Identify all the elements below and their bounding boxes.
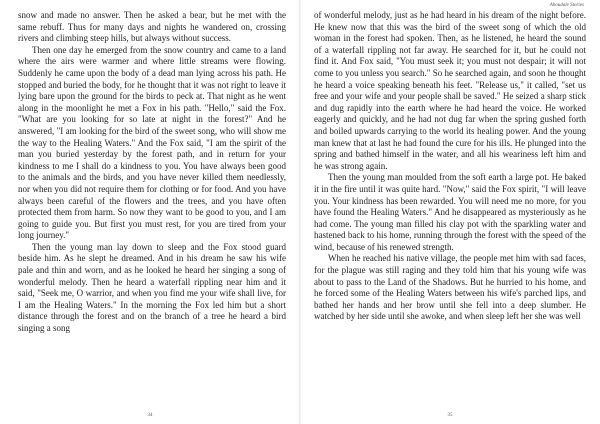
paragraph: Then one day he emerged from the snow country and came to a land where the airs were warmer and where little streams were flowing. Suddenly he came upon the body of a dead man lying across his path. He stopped and buried the body, for he thought that it was not right to leave it lying bare upon the ground for the birds to peck at. That night as he went along in the moonlight he met a Fox in his path. "Hello," said the Fox. "What are you looking for so late at night in the forest?" And he answered, "I am looking for the bird of the sweet song, who will show me the way to the Healing Waters." And the Fox said, "I am the spirit of the man you buried yesterday by the forest path, and in return for your kindness to me I shall do a kindness to you. You have always been good to the animals and the birds, and you have never killed them needlessly, nor when you did not require them for clothing or for food. And you have always been careful of the flowers and the trees, and you have often protected them from harm. So now they want to be good to you, and I am going to guide you. But first you must rest, for you are tired from your long journey." xyxy=(18,44,286,241)
running-head: Aboudale Stories xyxy=(549,3,584,8)
right-page-body xyxy=(314,10,586,323)
left-page-number: 34 xyxy=(147,413,153,418)
left-page-body xyxy=(18,10,286,335)
paragraph: Then the young man moulded from the soft earth a large pot. He baked it in the fire until it was quite hard. "Now," said the Fox spirit, "I will leave you. Your kindness has been rewarded. You will need me no more, for you have found the Healing Waters." And he disappeared as mysteriously as he had come. The young man filled his clay pot with the sparkling water and hastened back to his home, running through the forest with the speed of the wind, because of his renewed strength. xyxy=(314,172,586,252)
paragraph: Then the young man lay down to sleep and the Fox stood guard beside him. As he slept he dreamed. And in his dream he saw his wife pale and thin and worn, and as he looked he heard her singing a song of wonderful melody. Then he heard a waterfall rippling near him and it said, "Seek me, O warrior, and when you find me your wife shall live, for I am the Healing Waters." In the morning the Fox led him but a short distance through the forest and on the branch of a tree he heard a bird singing a song xyxy=(18,241,286,334)
paragraph: of wonderful melody, just as he had heard in his dream of the night before. He knew now that this was the bird of the sweet song of which the old woman in the forest had spoken. Then, as he listened, he heard the sound of a waterfall rippling not far away. He searched for it, but he could not find it. And Fox said, "You must seek it; you must not despair; it will not come to you unless you search." So he searched again, and soon he thought he heard a voice speaking beneath his feet. "Release us," it called, "set us free and your wife and your people shall be saved." He seized a sharp stick and dug rapidly into the earth where he had heard the voice. He worked eagerly and quickly, and he had not dug far when the spring gushed forth and boiled upwards carrying to the world its healing power. And the young man knew that at last he had found the cure for his ills. He plunged into the spring and bathed himself in the water, and all his weariness left him and he was strong again. xyxy=(314,10,586,171)
right-page-number: 35 xyxy=(447,413,453,418)
right-page xyxy=(300,0,600,424)
paragraph: When he reached his native village, the people met him with sad faces, for the plague was still raging and they told him that his young wife was about to pass to the Land of the Shadows. But he hurried to his home, and he forced some of the Healing Waters between his wife's parched lips, and bathed her hands and her brow until she fell into a deep slumber. He watched by her side until she awoke, and when sleep left her she was well xyxy=(314,253,586,322)
paragraph: snow and made no answer. Then he asked a bear, but he met with the same rebuff. Thus for many days and nights he wandered on, crossing rivers and climbing steep hills, but always without success. xyxy=(18,10,286,44)
